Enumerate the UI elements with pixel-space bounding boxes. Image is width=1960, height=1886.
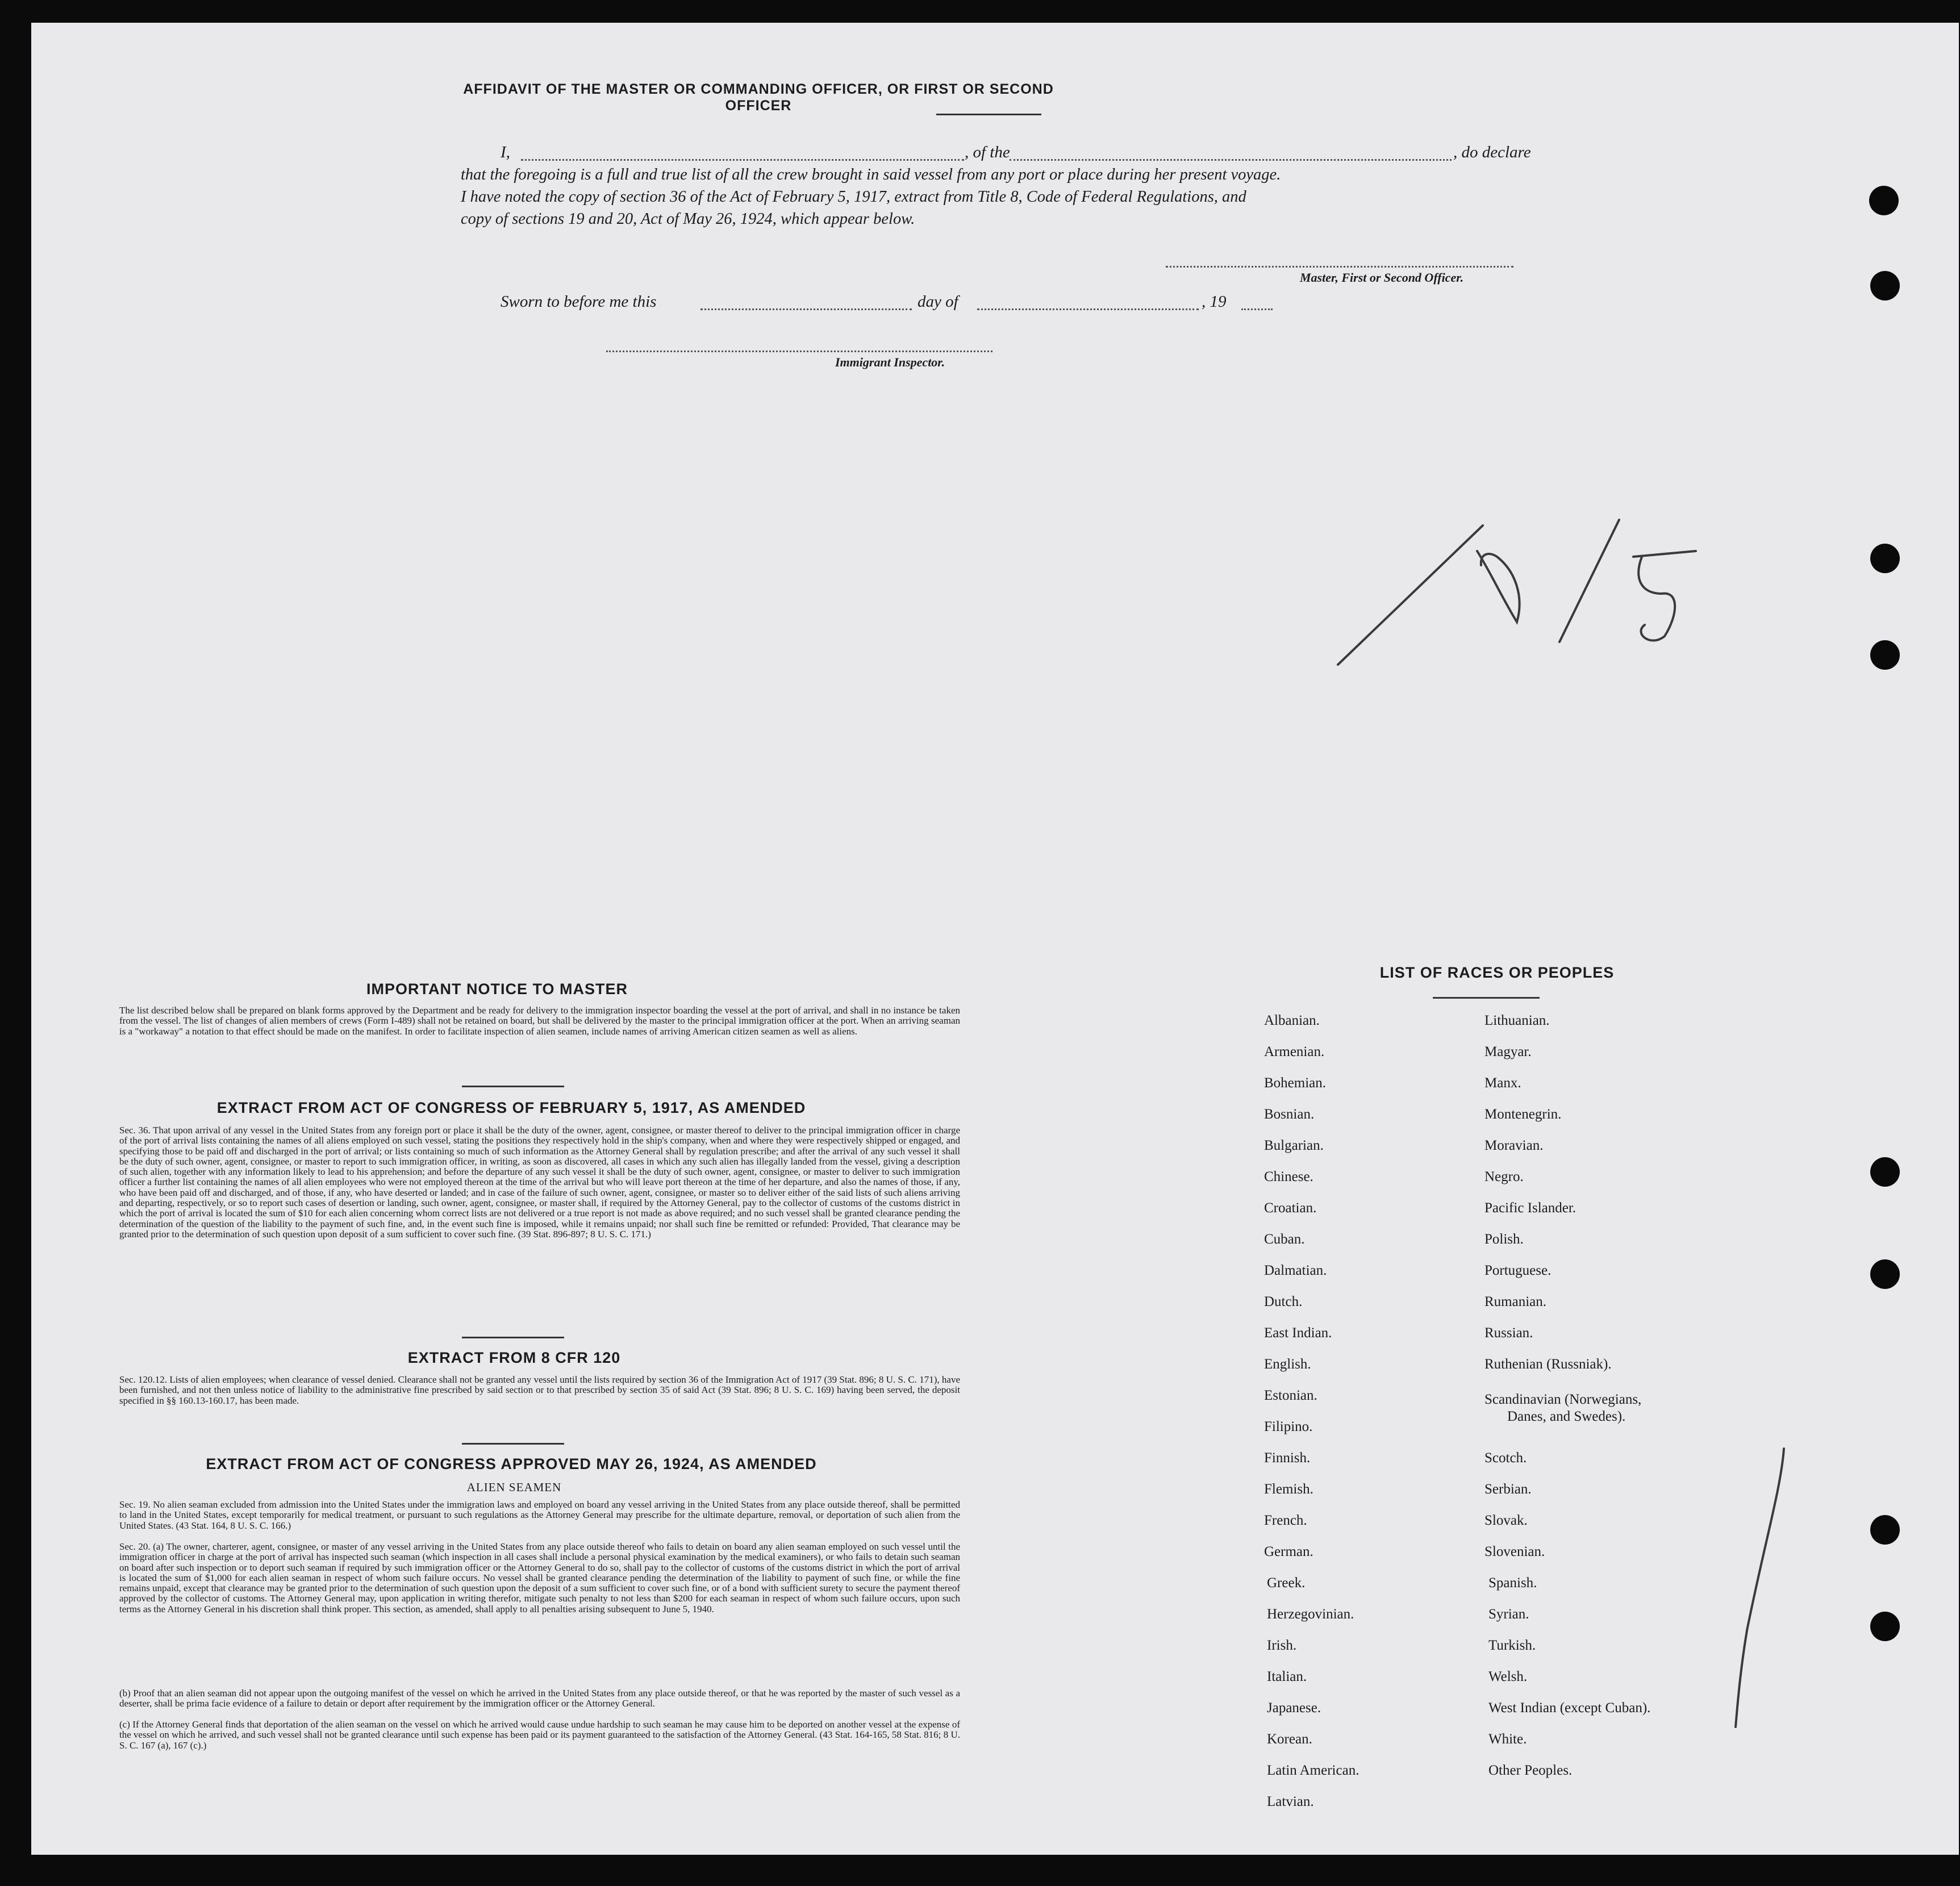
race-item: Portuguese. [1484, 1263, 1552, 1278]
race-item: Lithuanian. [1484, 1013, 1550, 1028]
race-item: East Indian. [1264, 1325, 1332, 1341]
races-title: LIST OF RACES OR PEOPLES [1379, 964, 1615, 981]
punch-hole-2 [1870, 271, 1900, 301]
sworn-year-blank[interactable] [1241, 308, 1273, 310]
race-item: Moravian. [1484, 1138, 1544, 1153]
affidavit-line2: that the foregoing is a full and true list of all the crew brought in said vessel from any port or place during her present voyage. [461, 166, 1281, 183]
extract-8cfr-rule [462, 1443, 564, 1445]
extract-1917-rule [462, 1337, 564, 1338]
punch-hole-4 [1870, 640, 1900, 670]
master-signature-line[interactable] [1166, 266, 1513, 268]
races-title-rule [1433, 997, 1540, 999]
extract-1924-sec20a: Sec. 20. (a) The owner, charterer, agent, consignee, or master of any vessel arriving in the United States from any place outside thereof who fails to detain on board any alien seaman employed on such vessel until the immigration officer in charge at the port of arrival has inspected such seaman (which inspection in all cases shall include a personal physical examination by the medical examiners), or who fails to detain such seaman on board after such inspection or to deport such seaman if required by such immigration officer or the Attorney General to do so, shall pay to the collector of customs of the customs district in which the port of arrival is located the sum of $1,000 for each alien seaman in respect of whom such failure occurs. No vessel shall be granted clearance pending the determination of the liability to payment of such fine, or while the fine remains unpaid, except that clearance may be granted prior to the determination of such question upon the deposit of a sum sufficient to cover such fine, or of a bond with sufficient surety to secure the payment thereof approved by the collector of customs. The Attorney General may, upon application in writing therefor, mitigate such penalty to not less than $200 for each seaman in respect of whom such failure occurs, upon such terms as the Attorney General in his discretion shall think proper. This section, as amended, shall apply to all penalties arising subsequent to June 5, 1940. [119, 1541, 960, 1614]
affidavit-line1-i: I, [501, 143, 510, 161]
race-item: Negro. [1484, 1169, 1524, 1184]
extract-8cfr-title: EXTRACT FROM 8 CFR 120 [407, 1349, 621, 1366]
race-item: Croatian. [1264, 1200, 1317, 1216]
handwritten-checkmark [1730, 1443, 1798, 1738]
race-item: Latvian. [1267, 1794, 1314, 1809]
vessel-blank[interactable] [1010, 159, 1452, 161]
master-label: Master, First or Second Officer. [1300, 270, 1464, 285]
race-item: Scandinavian (Norwegians, [1484, 1392, 1642, 1407]
race-item: Greek. [1267, 1575, 1306, 1591]
year-text: , 19 [1202, 293, 1227, 311]
race-item: Magyar. [1484, 1044, 1532, 1059]
extract-1924-sec19: Sec. 19. No alien seaman excluded from admission into the United States under the immigration laws and employed on board any vessel arriving in the United States from any place outside thereof, shall be permitted to land in the United States, except temporarily for medical treatment, or pursuant to such regulations as the Attorney General may prescribe for the ultimate departure, removal, or deportation of such alien from the United States. (43 Stat. 164, 8 U. S. C. 166.) [119, 1499, 960, 1531]
race-item: Pacific Islander. [1484, 1200, 1577, 1216]
punch-hole-6 [1870, 1259, 1900, 1289]
race-item: Finnish. [1264, 1450, 1311, 1466]
race-item: Cuban. [1264, 1232, 1305, 1247]
race-item: Other Peoples. [1488, 1763, 1573, 1778]
race-item: West Indian (except Cuban). [1488, 1700, 1651, 1716]
punch-hole-5 [1870, 1157, 1900, 1187]
race-item: Albanian. [1264, 1013, 1320, 1028]
race-item: Irish. [1267, 1638, 1297, 1653]
inspector-signature-line[interactable] [606, 351, 992, 352]
race-item: Welsh. [1488, 1669, 1528, 1684]
race-item: Bulgarian. [1264, 1138, 1324, 1153]
race-item: Rumanian. [1484, 1294, 1547, 1309]
race-item: Serbian. [1484, 1482, 1532, 1497]
day-of-text: day of [918, 293, 958, 311]
notice-title: IMPORTANT NOTICE TO MASTER [366, 980, 628, 998]
race-item: Estonian. [1264, 1388, 1317, 1403]
affidavit-line4: copy of sections 19 and 20, Act of May 26, 1924, which appear below. [461, 210, 915, 228]
race-item: Armenian. [1264, 1044, 1325, 1059]
punch-hole-3 [1870, 544, 1900, 573]
race-item: Herzegovinian. [1267, 1607, 1354, 1622]
affidavit-title: AFFIDAVIT OF THE MASTER OR COMMANDING OFFICER, OR FIRST OR SECOND OFFICER [463, 81, 1054, 114]
punch-hole-7 [1870, 1515, 1900, 1545]
handwritten-mark [1292, 494, 1724, 687]
race-item: Bosnian. [1264, 1107, 1315, 1122]
race-item: Dalmatian. [1264, 1263, 1327, 1278]
affidavit-line1-of-the: , of the [965, 143, 1010, 161]
extract-1917-title: EXTRACT FROM ACT OF CONGRESS OF FEBRUARY 5, 1917, AS AMENDED [216, 1099, 806, 1116]
race-item: Slovak. [1484, 1513, 1528, 1528]
extract-1924-sec20c: (c) If the Attorney General finds that deportation of the alien seaman on the vessel on which he arrived would cause undue hardship to such seaman he may cause him to be deported on another vessel at the expense of the vessel on which he arrived, and such vessel shall not be granted clearance until such expense has been paid or its payment guaranteed to the satisfaction of the Attorney General. (43 Stat. 164-165, 58 Stat. 816; 8 U. S. C. 167 (a), 167 (c).) [119, 1719, 960, 1751]
race-item: Syrian. [1488, 1607, 1529, 1622]
race-item: White. [1488, 1731, 1527, 1747]
race-item: Polish. [1484, 1232, 1524, 1247]
extract-8cfr-body: Sec. 120.12. Lists of alien employees; when clearance of vessel denied. Clearance shall not be granted any vessel until the lists required by section 36 of the Immigration Act of 1917 (39 Stat. 896; 8 U. S. C. 171), have been furnished, and not then unless notice of liability to the administrative fine prescribed by said section or to that prescribed by section 35 of said Act (39 Stat. 896; 8 U. S. C. 169) having been served, the deposit specified in §§ 160.13-160.17, has been made. [119, 1374, 960, 1406]
sworn-month-blank[interactable] [977, 308, 1199, 310]
sworn-day-blank[interactable] [700, 308, 912, 310]
race-item: Filipino. [1264, 1419, 1313, 1434]
extract-1924-subtitle: ALIEN SEAMEN [466, 1480, 562, 1494]
notice-rule [462, 1086, 564, 1087]
name-blank[interactable] [521, 159, 964, 161]
extract-1924-sec20b: (b) Proof that an alien seaman did not appear upon the outgoing manifest of the vessel on which he arrived in the United States from any place outside thereof, or that he was reported by the master of such vessel as a deserter, shall be prima facie evidence of a failure to detain or deport after requirement by the immigration officer or the Attorney General. [119, 1688, 960, 1709]
race-item: Manx. [1484, 1075, 1521, 1091]
race-item: German. [1264, 1544, 1313, 1559]
race-item: Italian. [1267, 1669, 1307, 1684]
race-item: Spanish. [1488, 1575, 1537, 1591]
race-item: Flemish. [1264, 1482, 1313, 1497]
affidavit-title-rule [936, 114, 1041, 115]
punch-hole-1 [1869, 186, 1899, 215]
extract-1924-title: EXTRACT FROM ACT OF CONGRESS APPROVED MAY 26, 1924, AS AMENDED [206, 1455, 817, 1472]
race-item: English. [1264, 1357, 1311, 1372]
race-item: Scotch. [1484, 1450, 1527, 1466]
race-item: Latin American. [1267, 1763, 1360, 1778]
race-item: Bohemian. [1264, 1075, 1327, 1091]
race-item: Danes, and Swedes). [1507, 1409, 1626, 1424]
affidavit-line3: I have noted the copy of section 36 of the Act of February 5, 1917, extract from Title 8, Code of Federal Regulations, and [461, 188, 1246, 206]
affidavit-line1-declare: , do declare [1453, 143, 1531, 161]
notice-body: The list described below shall be prepared on blank forms approved by the Department and be ready for delivery to the immigration inspector boarding the vessel at the port of arrival, and shall in no instance be taken from the vessel. The list of changes of alien members of crews (Form I-489) shall not be retained on board, but shall be delivered by the master to the principal immigration officer at the port. When an arriving seaman is a "workaway" a notation to that effect should be made on the manifest. In order to facilitate inspection of alien seamen, include names of arriving American citizen seamen as well as aliens. [119, 1005, 960, 1037]
race-item: Chinese. [1264, 1169, 1313, 1184]
race-item: Montenegrin. [1484, 1107, 1562, 1122]
sworn-text: Sworn to before me this [501, 293, 657, 311]
punch-hole-8 [1870, 1612, 1900, 1641]
race-item: Korean. [1267, 1731, 1312, 1747]
race-item: Turkish. [1488, 1638, 1536, 1653]
race-item: Russian. [1484, 1325, 1533, 1341]
inspector-label: Immigrant Inspector. [835, 355, 945, 369]
race-item: French. [1264, 1513, 1307, 1528]
document-page [31, 23, 1959, 1855]
race-item: Japanese. [1267, 1700, 1321, 1716]
race-item: Ruthenian (Russniak). [1484, 1357, 1612, 1372]
extract-1917-body: Sec. 36. That upon arrival of any vessel in the United States from any foreign port or place it shall be the duty of the owner, agent, consignee, or master thereof to deliver to the principal immigration officer in charge of the port of arrival lists containing the names of all aliens employed on such vessel, stating the positions they respectively hold in the ship's company, when and where they were respectively shipped or engaged, and specifying those to be paid off and discharged in the port of arrival; or lists containing so much of such information as the Attorney General shall by regulation prescribe; and after the arrival of any such vessel it shall be the duty of such owner, agent, consignee, or master to report to such immigration officer, in writing, as soon as discovered, all cases in which any such alien has illegally landed from the vessel, giving a description of such alien, together with any information likely to lead to his apprehension; and before the departure of any such vessel it shall be the duty of such owner, agent, consignee, or master to deliver to such immigration officer a further list containing the names of all alien employees who were not employed thereon at the time of the arrival but who will leave port thereon at the time of her departure, and also the names of those, if any, who have been paid off and discharged, and of those, if any, who have deserted or landed; and in case of the failure of such owner, agent, consignee, or master so to deliver either of the said lists of such aliens arriving and departing, respectively, or so to report such cases of desertion or landing, such owner, agent, consignee, or master shall, if required by the Attorney General, pay to the collector of customs of the customs district in which the port of arrival is located the sum of $10 for each alien concerning whom correct lists are not delivered or a true report is not made as above required; and no such vessel shall be granted clearance pending the determination of the question of the liability to the payment of such fine, and, in the event such fine is imposed, while it remains unpaid; nor shall such fine be remitted or refunded: Provided, That clearance may be granted prior to the determination of such question upon deposit of a sum sufficient to cover such fine. (39 Stat. 896-897; 8 U. S. C. 171.) [119, 1125, 960, 1240]
race-item: Dutch. [1264, 1294, 1303, 1309]
race-item: Slovenian. [1484, 1544, 1545, 1559]
